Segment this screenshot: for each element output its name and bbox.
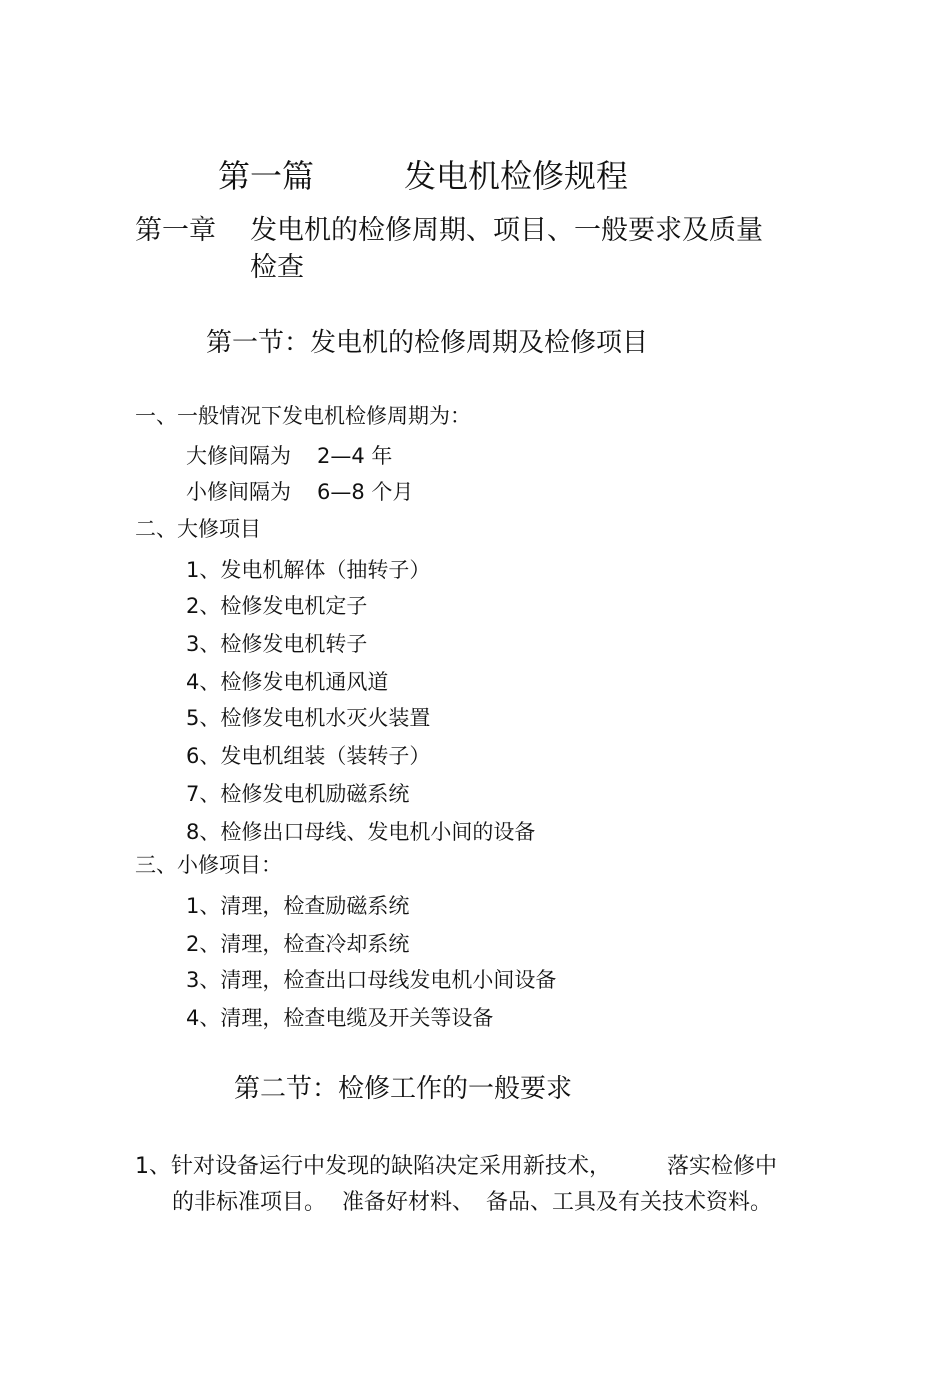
- minor-interval-label: 小修间隔为: [186, 480, 291, 504]
- major-repair-item: 4、检修发电机通风道: [186, 670, 389, 694]
- part-title: 发电机检修规程: [404, 157, 629, 195]
- major-repair-item: 2、检修发电机定子: [186, 594, 368, 618]
- major-interval-label: 大修间隔为: [186, 444, 291, 468]
- requirement-item1-part1: 1、针对设备运行中发现的缺陷决定采用新技术，: [135, 1154, 611, 1179]
- requirement-item1-line2-part3: 备品、工具及有关技术资料。: [486, 1190, 773, 1215]
- major-repair-item: 5、检修发电机水灭火装置: [186, 706, 431, 730]
- chapter-label: 第一章: [135, 215, 216, 246]
- major-interval-value: 2—4 年: [317, 444, 393, 468]
- minor-repair-item: 1、清理，检查励磁系统: [186, 894, 410, 918]
- minor-repair-heading: 三、小修项目：: [135, 853, 282, 877]
- chapter-title-line2: 检查: [250, 252, 304, 283]
- major-repair-item: 7、检修发电机励磁系统: [186, 782, 410, 806]
- requirement-item1-line2-part2: 准备好材料、: [342, 1190, 475, 1215]
- cycle-heading: 一、一般情况下发电机检修周期为：: [135, 404, 471, 428]
- chapter-title-line1: 发电机的检修周期、项目、一般要求及质量: [250, 215, 763, 246]
- minor-interval-value: 6—8 个月: [317, 480, 414, 504]
- major-repair-item: 8、检修出口母线、发电机小间的设备: [186, 820, 536, 844]
- section1-title: 第一节：发电机的检修周期及检修项目: [206, 328, 649, 358]
- requirement-item1-part2: 落实检修中: [667, 1154, 778, 1179]
- minor-repair-item: 3、清理，检查出口母线发电机小间设备: [186, 968, 557, 992]
- major-repair-item: 1、发电机解体（抽转子）: [186, 558, 431, 582]
- major-repair-item: 6、发电机组装（装转子）: [186, 744, 431, 768]
- part-label: 第一篇: [218, 157, 315, 195]
- requirement-item1-line2-part1: 的非标准项目。: [172, 1190, 327, 1215]
- minor-repair-item: 2、清理，检查冷却系统: [186, 932, 410, 956]
- section2-title: 第二节：检修工作的一般要求: [234, 1074, 573, 1104]
- minor-repair-item: 4、清理，检查电缆及开关等设备: [186, 1006, 494, 1030]
- major-repair-item: 3、检修发电机转子: [186, 632, 368, 656]
- major-repair-heading: 二、大修项目: [135, 517, 261, 541]
